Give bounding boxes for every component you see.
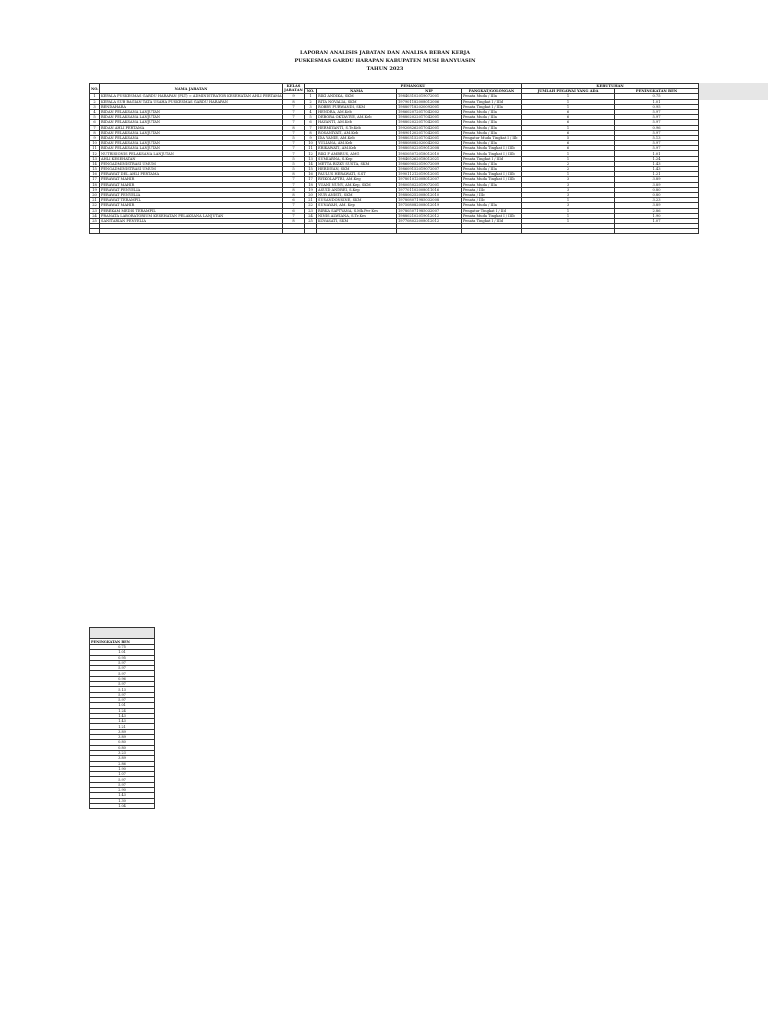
cell-jabatan: PERAWAT TERAMPIL [100, 198, 283, 203]
cell-nama: KOVASATI, SKM [317, 218, 397, 223]
cell-pangkat: Penata Tingkat I / IIId [462, 99, 522, 104]
cell-pangkat: Penata Muda Tingkat I / IIIb [462, 177, 522, 182]
cell-ben: 1.43 [615, 161, 699, 166]
cell-nama: RIRKA SAPTYANA, S.Mk.Per Kes [317, 208, 397, 213]
cell-nama: IDA YANIE, AM.Keb [317, 135, 397, 140]
cell-pangkat: Penata Muda / IIIa [462, 120, 522, 125]
cell-no: 17 [90, 177, 100, 182]
cell-jabatan: PERAWAT DEL AHLI PERTAMA [100, 172, 283, 177]
cell-jabatan: KEPALA PUSKESMAS GARDU HARAPAN (PLT) = ADMINISTRATOR KESEHATAN AHLI PERTAMA [101, 94, 282, 99]
cell-sub-no: 21 [305, 198, 317, 203]
header-no: NO. [90, 84, 100, 94]
main-table-body [90, 94, 699, 234]
cell-kelas: 8 [283, 192, 305, 197]
cell-nip: 198403102019072001 [397, 94, 462, 99]
cell-no: 18 [90, 182, 100, 187]
cell-pangkat: Penata Muda Tingkat I / IIIb [462, 151, 522, 156]
cell-nip: 198005022019072001 [397, 182, 462, 187]
cell-jumlah: 6 [522, 146, 615, 151]
cell-kelas: 7 [283, 120, 305, 125]
cell-jabatan: AHLI KESEHATAN [100, 156, 283, 161]
side-value: 3.23 [90, 750, 155, 755]
cell-pangkat: Penata Muda / IIIa [462, 125, 522, 130]
cell-no: 1 [90, 94, 100, 99]
cell-no: 4 [90, 109, 100, 114]
cell-nip: 198609152019072007 [397, 167, 462, 172]
cell-jumlah: 3 [522, 182, 615, 187]
side-value: 5.97 [90, 777, 155, 782]
cell-jumlah: 1 [522, 104, 615, 109]
cell-sub-no: 8 [305, 130, 317, 135]
cell-kelas: 8 [283, 172, 305, 177]
cell-nama: NINIS ALWIANA, S.Tr.Kes [317, 213, 397, 218]
cell-kelas: 6 [283, 208, 305, 213]
cell-nama: ROBBY PURWANDI, SKM [317, 104, 397, 109]
cell-kelas: 5 [283, 156, 305, 161]
cell-nip: 197708022008012012 [397, 218, 462, 223]
cell-pangkat: Penata Tingkat I / IIId [462, 156, 522, 161]
cell-nama: ERIKAWATI, AM.Keb [317, 146, 397, 151]
cell-sub-no: 16 [305, 172, 317, 177]
cell-sub-no: 14 [305, 161, 317, 166]
cell-no: 22 [90, 203, 100, 208]
cell-jumlah: 1 [522, 151, 615, 156]
side-value: 5.97 [90, 671, 155, 676]
cell-jumlah: 6 [522, 141, 615, 146]
cell-ben: 3.89 [615, 182, 699, 187]
cell-nama: HENDRA, AM.Keb [317, 109, 397, 114]
cell-jumlah: 3 [522, 203, 615, 208]
cell-ben: 0.80 [615, 192, 699, 197]
cell-no: 12 [90, 151, 100, 156]
cell-jumlah: 1 [522, 156, 615, 161]
cell-nip: 198803152017042001 [397, 135, 462, 140]
cell-nama: ROSANIYATI, AM.Keb [317, 130, 397, 135]
header-kebutuhan: KEBUTUHAN [522, 84, 699, 89]
cell-kelas: 7 [283, 115, 305, 120]
cell-nip: 198602072017042002 [397, 109, 462, 114]
cell-pangkat: Penata Muda / IIIa [462, 203, 522, 208]
cell-nip: 197901182008012006 [397, 99, 462, 104]
cell-kelas: 7 [283, 104, 305, 109]
cell-ben: 1.01 [615, 99, 699, 104]
header-sub-no: NO. [305, 89, 317, 94]
cell-kelas: 6 [283, 198, 305, 203]
cell-pangkat: Penata Muda Tingkat I / IIIb [462, 213, 522, 218]
blank-row [90, 229, 699, 234]
main-table [89, 83, 699, 234]
blank-cell [522, 229, 615, 234]
cell-jabatan: PENGADMINISTRASI UMUM [100, 167, 283, 172]
cell-jabatan: BIDAN AHLI PERTAMA [100, 125, 283, 130]
cell-pangkat: Pengatur Muda Tingkat I / IIb [462, 135, 522, 140]
blank-cell [283, 229, 305, 234]
cell-pangkat: Penata Muda / IIIa [462, 115, 522, 120]
cell-nama: METTA RIZKY SUSTA, SKM [317, 161, 397, 166]
cell-nip: 197808071985032008 [397, 198, 462, 203]
cell-jumlah: 1 [522, 198, 615, 203]
cell-jumlah: 3 [522, 187, 615, 192]
cell-nama: RIKI ANDIKA, SKM [317, 94, 397, 99]
cell-jabatan: PENGADMINISTRASI UMUM [100, 161, 283, 166]
cell-nip: 198805022019012008 [397, 146, 462, 151]
side-value: 5.97 [90, 697, 155, 702]
cell-nama: HERDIYAN, SKM [317, 167, 397, 172]
cell-sub-no: 17 [305, 177, 317, 182]
cell-ben: 5.97 [615, 109, 699, 114]
cell-nama: ASUID ANDREI, S.Kep [317, 187, 397, 192]
cell-sub-no: 10 [305, 141, 317, 146]
cell-pangkat: Penata Muda / IIIa [462, 167, 522, 172]
report-title [250, 49, 520, 73]
cell-nama: DEBORA OKTAVIYE, AM.Keb [317, 115, 397, 120]
title-line-1: LAPORAN ANALISIS JABATAN DAN ANALISA BEBAN KERJA [299, 50, 470, 56]
cell-no: 6 [90, 120, 100, 125]
header-nama-jabatan: NAMA JABATAN [100, 84, 283, 94]
cell-no: 23 [90, 208, 100, 213]
cell-nip: 197701102008011016 [397, 187, 462, 192]
cell-nip: 197805071985032007 [397, 208, 462, 213]
cell-nama: NUR ANISTI, SKM [317, 192, 397, 197]
cell-jumlah: 6 [522, 120, 615, 125]
cell-jumlah: 1 [522, 213, 615, 218]
cell-pangkat: Pengatur Tingkat I / IId [462, 208, 522, 213]
header-nama: NAMA [317, 89, 397, 94]
cell-jabatan: NUTRISIONIS PELAKSANA LANJUTAN [100, 151, 283, 156]
side-value: 5.97 [90, 660, 155, 665]
cell-nip: 199208262017042001 [397, 125, 462, 130]
blank-cell [615, 229, 699, 234]
cell-sub-no: 24 [305, 213, 317, 218]
cell-no: 13 [90, 156, 100, 161]
cell-jabatan: BENDAHARA [100, 104, 283, 109]
cell-nip: 198802102019012012 [397, 213, 462, 218]
cell-jumlah: 2 [522, 167, 615, 172]
cell-jumlah: 6 [522, 109, 615, 114]
cell-nip: 198808082020042002 [397, 141, 462, 146]
cell-nip: 198802022017042001 [397, 120, 462, 125]
cell-jumlah: 2 [522, 161, 615, 166]
cell-pangkat: Penata Muda / IIIa [462, 130, 522, 135]
cell-no: 25 [90, 218, 100, 223]
cell-nip: 198802022017042001 [397, 115, 462, 120]
cell-ben: 1.24 [615, 156, 699, 161]
cell-nama: YUANI NUNY, AM.Kep, SKM [317, 182, 397, 187]
cell-sub-no: 5 [305, 115, 317, 120]
blank-cell [317, 229, 397, 234]
side-value: 2.86 [90, 761, 155, 766]
cell-ben: 5.97 [615, 146, 699, 151]
side-value: 5.97 [90, 682, 155, 687]
cell-ben: 3.89 [615, 203, 699, 208]
cell-jabatan: KEPALA SUB BAGIAN TATA USAHA PUSKESMAS GARDU HARAPAN [100, 99, 283, 104]
cell-no: 7 [90, 125, 100, 130]
cell-jumlah: 1 [522, 94, 615, 99]
cell-pangkat: Penata Muda / IIIa [462, 109, 522, 114]
side-value: 3.89 [90, 729, 155, 734]
cell-pangkat: Penata Muda / IIIa [462, 182, 522, 187]
cell-jabatan: SANITARIAN PENYELIA [100, 218, 283, 223]
side-value: 1.24 [90, 708, 155, 713]
cell-no: 2 [90, 99, 100, 104]
header-kelas-jabatan: KELAS JABATAN [283, 84, 305, 94]
cell-kelas: 5 [283, 161, 305, 166]
cell-pangkat: Penata Muda / IIIa [462, 141, 522, 146]
blank-cell [397, 229, 462, 234]
cell-sub-no: 25 [305, 218, 317, 223]
cell-sub-no: 4 [305, 109, 317, 114]
side-value: 0.75 [90, 645, 155, 650]
header-nip: NIP [397, 89, 462, 94]
cell-kelas: 8 [283, 187, 305, 192]
cell-sub-no: 2 [305, 99, 317, 104]
side-value: 2.90 [90, 788, 155, 793]
cell-no: 21 [90, 198, 100, 203]
cell-jumlah: 1 [522, 99, 615, 104]
cell-sub-no: 19 [305, 187, 317, 192]
cell-kelas: 7 [283, 151, 305, 156]
cell-jabatan: BIDAN PELAKSANA LANJUTAN [100, 146, 283, 151]
side-table-body [90, 628, 155, 809]
cell-jumlah: 1 [522, 218, 615, 223]
cell-nama: RIKI F AMBRUS, AMG [317, 151, 397, 156]
side-value: 1.04 [90, 803, 155, 808]
cell-no: 5 [90, 115, 100, 120]
cell-jabatan: BIDAN PELAKSANA LANJUTAN [100, 109, 283, 114]
cell-jabatan: PERAWAT MAHIR [100, 177, 283, 182]
cell-sub-no: 20 [305, 192, 317, 197]
cell-no: 19 [90, 187, 100, 192]
cell-no: 15 [90, 167, 100, 172]
gray-strip [698, 83, 768, 100]
cell-kelas: 8 [283, 218, 305, 223]
cell-jumlah: 1 [522, 125, 615, 130]
cell-nama: SUMIARNA, S.Kep [317, 156, 397, 161]
header-pangkat: PANGKAT/GOLONGAN [462, 89, 522, 94]
cell-kelas: 7 [283, 130, 305, 135]
side-value: 0.95 [90, 655, 155, 660]
cell-jumlah: 1 [522, 172, 615, 177]
cell-no: 8 [90, 130, 100, 135]
cell-nip: 197508082008012019 [397, 203, 462, 208]
cell-ben: 5.97 [615, 130, 699, 135]
cell-ben: 3.89 [615, 177, 699, 182]
cell-jabatan: BIDAN PELAKSANA LANJUTAN [100, 115, 283, 120]
cell-pangkat: Penata Muda / IIIa [462, 94, 522, 99]
cell-nip: 198807182020092001 [397, 104, 462, 109]
cell-kelas: 7 [283, 177, 305, 182]
cell-pangkat: Penata / IIIc [462, 192, 522, 197]
cell-jumlah: 3 [522, 192, 615, 197]
cell-jabatan: PERAWAT PENYELIA [100, 192, 283, 197]
cell-pangkat: Penata Muda Tingkat I / IIIb [462, 172, 522, 177]
cell-jabatan: PERAWAT PENYELIA [100, 187, 283, 192]
side-value: 1.43 [90, 719, 155, 724]
cell-pangkat: Penata / IIIc [462, 187, 522, 192]
cell-no: 11 [90, 146, 100, 151]
cell-jabatan: PERAWAT MAHIR [100, 203, 283, 208]
cell-pangkat: Penata Muda / IIIa [462, 161, 522, 166]
cell-nama: SUSANDONSINE, SKM [317, 198, 397, 203]
side-value: 0.80 [90, 740, 155, 745]
cell-pangkat: Penata Muda Tingkat I / IIIb [462, 146, 522, 151]
side-value: 1.43 [90, 713, 155, 718]
cell-ben: 1.01 [615, 151, 699, 156]
side-value: 3.89 [90, 735, 155, 740]
cell-no: 20 [90, 192, 100, 197]
cell-sub-no: 18 [305, 182, 317, 187]
cell-sub-no: 6 [305, 120, 317, 125]
cell-pangkat: Penata Tingkat I / IIIa [462, 104, 522, 109]
cell-pangkat: Penata Tingkat I / IIId [462, 218, 522, 223]
cell-jumlah: 1 [522, 208, 615, 213]
cell-nip: 198405262018012021 [397, 156, 462, 161]
header-pembuatan: PENINGKATAN BEN [615, 89, 699, 94]
blank-cell [462, 229, 522, 234]
side-value: 5.13 [90, 687, 155, 692]
side-value: 1.01 [90, 703, 155, 708]
cell-kelas: 7 [283, 109, 305, 114]
cell-kelas: 7 [283, 146, 305, 151]
cell-jabatan: PERAWAT MAHIR [100, 182, 283, 187]
cell-no: 24 [90, 213, 100, 218]
side-row [90, 803, 155, 808]
cell-jabatan: BIDAN PELAKSANA LANJUTAN [100, 141, 283, 146]
side-value: 3.89 [90, 756, 155, 761]
cell-ben: 5.97 [615, 141, 699, 146]
cell-ben: 0.95 [615, 104, 699, 109]
cell-sub-no: 13 [305, 156, 317, 161]
cell-sub-no: 22 [305, 203, 317, 208]
cell-kelas: 9 [283, 94, 305, 99]
blank-cell [100, 229, 283, 234]
cell-nama: RITA NOVALIA, SKM [317, 99, 397, 104]
cell-kelas: 5 [283, 167, 305, 172]
cell-nip: 199011212019012001 [397, 172, 462, 177]
cell-sub-no: 1 [305, 94, 317, 99]
title-line-3: TAHUN 2023 [366, 66, 404, 72]
side-value: 1.90 [90, 766, 155, 771]
side-value: 5.97 [90, 666, 155, 671]
cell-jabatan: BIDAN PELAKSANA LANJUTAN [100, 130, 283, 135]
cell-ben: 1.07 [615, 218, 699, 223]
cell-sub-no: 3 [305, 104, 317, 109]
cell-sub-no: 9 [305, 135, 317, 140]
side-value: 5.97 [90, 692, 155, 697]
cell-ben: 1.90 [615, 213, 699, 218]
side-header: PENINGKATAN BEN [90, 639, 155, 645]
cell-ben: 1.21 [615, 172, 699, 177]
cell-sub-no: 7 [305, 125, 317, 130]
blank-cell [90, 229, 100, 234]
cell-kelas: 8 [283, 99, 305, 104]
cell-ben: 1.43 [615, 167, 699, 172]
cell-ben: 3.23 [615, 198, 699, 203]
cell-sub-no: 23 [305, 208, 317, 213]
cell-jabatan: BIDAN PELAKSANA LANJUTAN [100, 120, 283, 125]
cell-nama: RYIKOLAFTRI, AM.Keg [317, 177, 397, 182]
cell-nip: 198901202017042001 [397, 130, 462, 135]
cell-jumlah: 3 [522, 177, 615, 182]
side-value: 1.21 [90, 724, 155, 729]
side-value: 1.01 [90, 650, 155, 655]
cell-nama: SUNAYAH, AM. Kep [317, 203, 397, 208]
side-value: 0.80 [90, 745, 155, 750]
header-pemangku: PEMANGKU [305, 84, 522, 89]
cell-nip: 198505072018012010 [397, 151, 462, 156]
cell-kelas: 8 [283, 125, 305, 130]
cell-sub-no: 11 [305, 146, 317, 151]
cell-ben: 5.97 [615, 115, 699, 120]
cell-jumlah: 6 [522, 115, 615, 120]
cell-jabatan: PRANATA LABORATORIUM KESEHATAN PELAKSANA LANJUTAN [100, 213, 283, 218]
side-table [89, 627, 155, 809]
cell-no: 14 [90, 161, 100, 166]
cell-nip: 197801012008012007 [397, 177, 462, 182]
side-value: 1.07 [90, 772, 155, 777]
header-jumlah: JUMLAH PEGAWAI YANG ADA [522, 89, 615, 94]
cell-jumlah: 5 [522, 135, 615, 140]
cell-nip: 198609052019072009 [397, 161, 462, 166]
cell-ben: 0.75 [615, 94, 699, 99]
cell-kelas: 7 [283, 203, 305, 208]
cell-jabatan: BIDAN PELAKSANA [100, 135, 283, 140]
cell-ben: 5.97 [615, 120, 699, 125]
cell-ben: 0.96 [615, 125, 699, 130]
cell-ben: 2.86 [615, 208, 699, 213]
cell-nama: HERMIYANTI, S.Tr.Keb [317, 125, 397, 130]
blank-cell [305, 229, 317, 234]
cell-jumlah: 6 [522, 130, 615, 135]
cell-no: 10 [90, 141, 100, 146]
cell-no: 16 [90, 172, 100, 177]
title-line-2: PUSKESMAS GARDU HARAPAN KABUPATEN MUSI BANYUASIN [294, 58, 476, 64]
cell-sub-no: 15 [305, 167, 317, 172]
cell-nama: PAULUS HERAWATI, S.ST [317, 172, 397, 177]
cell-nama: YULIANA, AM.Keb [317, 141, 397, 146]
cell-pangkat: Penata / IIIc [462, 198, 522, 203]
cell-kelas: 5 [283, 135, 305, 140]
cell-no: 3 [90, 104, 100, 109]
side-value: 0.96 [90, 676, 155, 681]
cell-kelas: 7 [283, 213, 305, 218]
cell-kelas: 7 [283, 182, 305, 187]
cell-sub-no: 12 [305, 151, 317, 156]
side-value: 1.43 [90, 793, 155, 798]
cell-nip: 198806252008012010 [397, 192, 462, 197]
cell-jabatan: PEREKAM MEDIS TERAMPIL [100, 208, 283, 213]
cell-nama: HAYANTI, AM.Keb [317, 120, 397, 125]
side-value: 5.97 [90, 782, 155, 787]
cell-kelas: 7 [283, 141, 305, 146]
side-value: 1.30 [90, 798, 155, 803]
cell-ben: 5.13 [615, 135, 699, 140]
cell-no: 9 [90, 135, 100, 140]
side-gray-row [90, 628, 155, 639]
cell-ben: 0.80 [615, 187, 699, 192]
